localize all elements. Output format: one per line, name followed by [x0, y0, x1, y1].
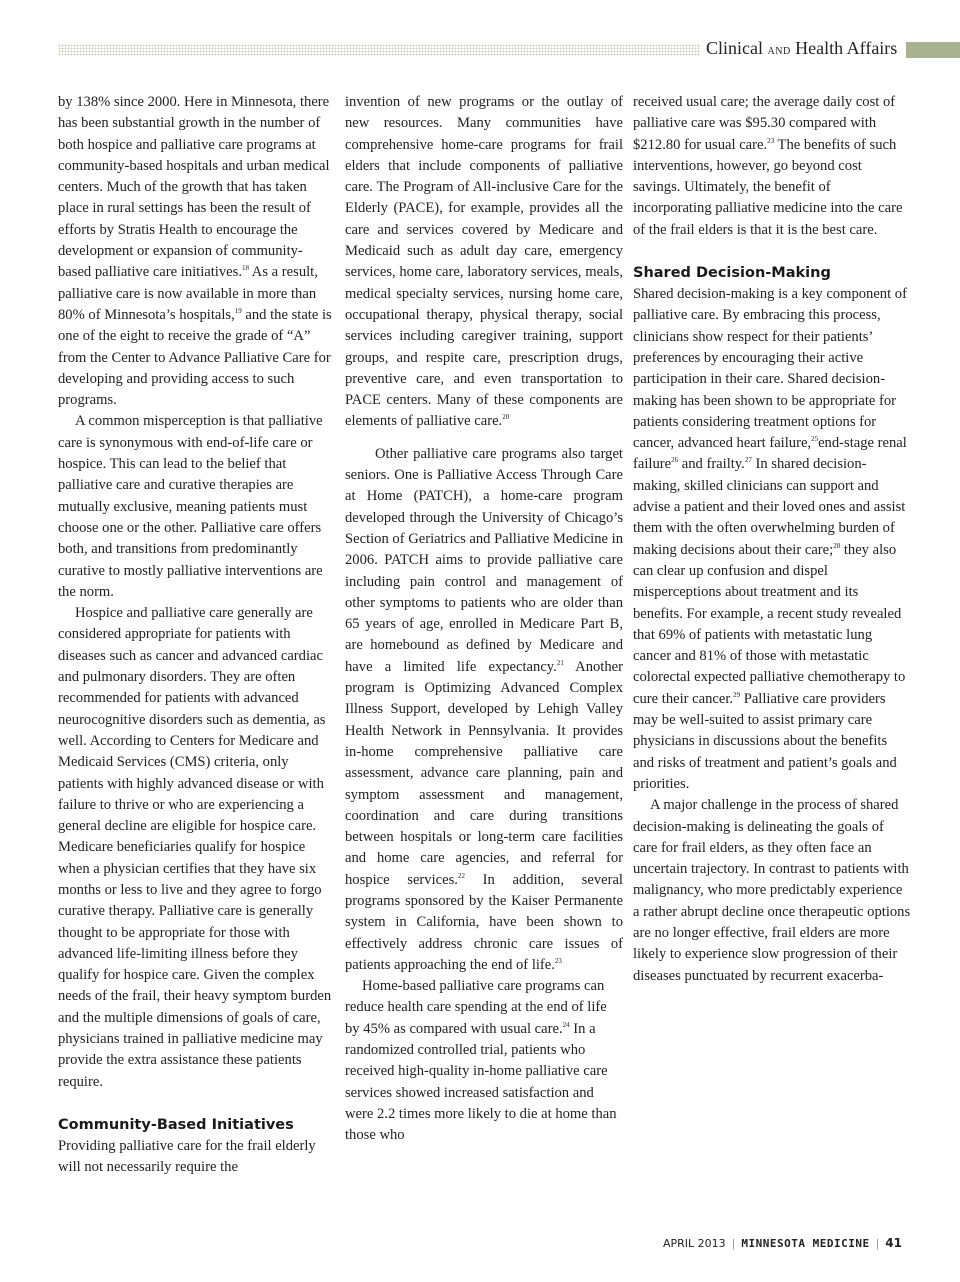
paragraph: Home-based palliative care programs can reduce health care spending at the end of life by 45% as compared with usual care.$^{24}$ In a randomized controlled trial, patients who received high-quality in-home palliative care services showed increased satisfaction and were 2.2 times more likely to die at home than those who: [345, 978, 617, 1144]
paragraph: Shared decision-making is a key component of palliative care. By embracing this process, clinicians show respect for their patients’ preferences by encouraging their active participation in their care. Shared decision-making has been shown to be appropriate for patients considering treatment options for cancer, advanced heart failure,$^{25}$end-stage renal failure$^{26}$ and frailty.$^{27}$ In shared decision-making, skilled clinicians can support and advise a patient and their loved ones and assist them with the often overwhelming burden of making decisions about their care;$^{28}$ they also can clear up confusion and dispel misperceptions about treatment and its benefits. For example, a recent study revealed that 69% of patients with metastatic lung cancer and 81% of those with metastatic colorectal expected palliative chemotherapy to cure their cancer.$^{29}$ Palliative care providers may be well-suited to assist primary care physicians in discussions about the benefits and risks of treatment and patient’s goals and priorities.: [633, 286, 907, 792]
paragraph: by 138% since 2000. Here in Minnesota, there has been substantial growth in the number of both hospice and palliative care programs at community-based hospitals and urban medical centers. Much of the growth that has taken place in rural settings has been the result of efforts by Stratis Health to encourage the development or expansion of community-based palliative care initiatives.$^{18}$ As a result, palliative care is now available in more than 80% of Minnesota’s hospitals,$^{19}$ and the state is one of the eight to receive the grade of “A” from the Center to Advance Palliative Care for developing and providing access to such programs.: [58, 94, 332, 409]
column-2: [345, 92, 623, 1147]
paragraph: A common misperception is that palliative care is synonymous with end-of-life care or hospice. This can lead to the belief that palliative care and curative therapies are mutually exclusive, meaning patients must choose one or the other. Palliative care offers both, and transitions from predominantly curative to mostly palliative interventions are the norm.: [58, 413, 323, 600]
issue-date: APRIL 2013: [662, 1237, 726, 1250]
magazine-name: MINNESOTA MEDICINE: [741, 1237, 870, 1250]
paragraph: received usual care; the average daily cost of palliative care was $95.30 compared with $212.80 for usual care.$^{23}$ The benefits of such interventions, however, go beyond cost savings. Ultimately, the benefit of incorporating palliative medicine into the care of the frail elders is that it is the best care.: [633, 94, 903, 238]
column-1: [58, 92, 336, 1179]
page-footer: APRIL 2013 | MINNESOTA MEDICINE | 41: [662, 1236, 902, 1250]
paragraph: Providing palliative care for the frail elderly will not necessarily require the: [58, 1137, 316, 1176]
paragraph: Other palliative care programs also target seniors. One is Palliative Access Through Care at Home (PATCH), a home-care program developed through the University of Chicago’s Section of Geriatrics and Palliative Medicine in 2006. PATCH aims to provide palliative care including pain control and management of other symptoms to patients who are older than 65 years of age, enrolled in Medicare Part B, are homebound as defined by Medicare and have a limited life expectancy.$^{21}$ Another program is Optimizing Advanced Complex Illness Support, developed by Lehigh Valley Health Network in Pennsylvania. It provides in-home comprehensive palliative care assessment, advance care planning, pain and symptom assessment and management, coordination and care during transitions between hospitals or long-term care facilities and home care agencies, and referral for hospice services.$^{22}$ In addition, several programs sponsored by the Kaiser Permanente system in California, have been shown to effectively address chronic care issues of patients approaching the end of life.$^{23}$: [345, 445, 624, 973]
section-heading: Shared Decision-Making: [633, 265, 831, 282]
paragraph: Hospice and palliative care generally are considered appropriate for patients with diseases such as cancer and advanced cardiac and pulmonary disorders. They are often recommended for patients with advanced neurocognitive disorders such as dementia, as well. According to Centers for Medicare and Medicaid Services (CMS) criteria, only patients with highly advanced disease or with failure to thrive or who are experiencing a general decline are eligible for hospice care. Medicare beneficiaries qualify for hospice when a physician certifies that they have six months or less to live and they agree to forgo curative therapy. Palliative care is generally thought to be appropriate for those with advanced life-limiting illness before they qualify for hospice care. Given the complex needs of the frail, their heavy symptom burden and the multiple dimensions of goals of care, physicians trained in palliative medicine may provide the extra assistance these patients require.: [58, 605, 332, 1090]
paragraph: invention of new programs or the outlay of new resources. Many communities have comprehensive home-care programs for frail elders that include components of palliative care. The Program of All-inclusive Care for the Elderly (PACE), for example, provides all the care and services covered by Medicare and Medicaid such as adult day care, emergency services, home care, laboratory services, meals, medical specialty services, nursing home care, occupational therapy, physical therapy, social services including caregiver training, support groups, and respite care, prescription drugs, preventive care, and even transportation to PACE centers. Many of these components are elements of palliative care.$^{20}$: [345, 94, 623, 430]
page-number: 41: [885, 1236, 902, 1250]
dotted-rule: [58, 44, 700, 56]
section-heading: Community-Based Initiatives: [58, 1116, 294, 1133]
column-3: [633, 92, 911, 987]
section-title: Clinical AND Health Affairs: [706, 38, 898, 58]
running-header: [0, 40, 960, 60]
paragraph: A major challenge in the process of shared decision-making is delineating the goals of care for frail elders, as they often face an uncertain trajectory. In contrast to patients with malignancy, who more predictably experience a rather abrupt decline once therapeutic options are no longer effective, frail elders are more likely to experience slow progression of their diseases punctuated by recurrent exacerba-: [633, 797, 911, 984]
header-color-block: [906, 42, 960, 58]
